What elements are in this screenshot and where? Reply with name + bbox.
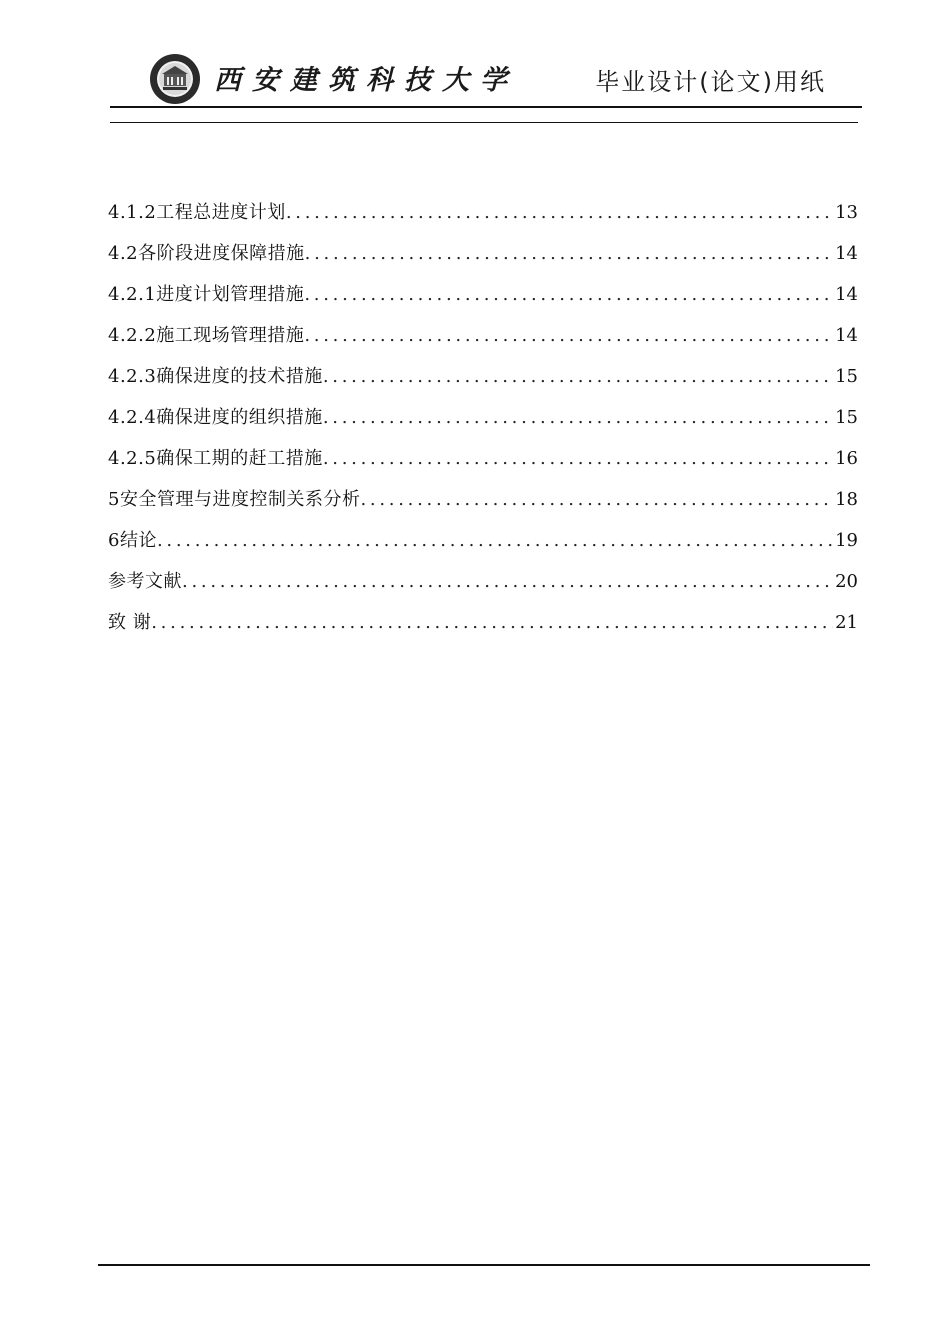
toc-entry-page: 16 <box>835 448 858 469</box>
page-header <box>110 44 862 128</box>
toc-entry-page: 20 <box>835 571 858 592</box>
toc-entry[interactable] <box>108 321 858 362</box>
toc-entry[interactable] <box>108 485 858 526</box>
toc-entry-page: 19 <box>835 530 858 551</box>
toc-entry[interactable] <box>108 608 858 649</box>
university-emblem-icon <box>148 52 202 106</box>
header-title: 毕业设计(论文)用纸 <box>595 68 826 96</box>
toc-dot-leader <box>323 407 833 428</box>
toc-entry[interactable] <box>108 567 858 608</box>
header-rule-thin <box>110 122 858 123</box>
toc-entry-label: 6结论 <box>108 530 157 551</box>
toc-entry[interactable] <box>108 198 858 239</box>
toc-dot-leader <box>304 284 833 305</box>
toc-entry-label: 5安全管理与进度控制关系分析 <box>108 489 361 510</box>
toc-entry[interactable] <box>108 280 858 321</box>
toc-dot-leader <box>323 448 833 469</box>
toc-entry-page: 15 <box>835 366 858 387</box>
toc-dot-leader <box>286 202 833 223</box>
toc-dot-leader <box>305 243 833 264</box>
toc-entry-page: 14 <box>835 325 858 346</box>
footer-rule <box>98 1264 870 1266</box>
toc-entry-label: 4.2各阶段进度保障措施 <box>108 243 305 264</box>
school-name: 西安建筑科技大学 <box>214 65 518 96</box>
toc-entry-label: 4.2.4确保进度的组织措施 <box>108 407 323 428</box>
toc-entry-label: 4.1.2工程总进度计划 <box>108 202 286 223</box>
toc-entry-page: 21 <box>835 612 858 633</box>
toc-dot-leader <box>360 489 833 510</box>
toc-entry-label: 4.2.1进度计划管理措施 <box>108 284 305 305</box>
toc-entry-label: 参考文献 <box>108 571 182 592</box>
toc-dot-leader <box>182 571 833 592</box>
toc-entry-page: 18 <box>835 489 858 510</box>
toc-dot-leader <box>323 366 833 387</box>
toc-dot-leader <box>151 612 833 633</box>
toc-entry-page: 15 <box>835 407 858 428</box>
toc-entry[interactable] <box>108 403 858 444</box>
toc-entry[interactable] <box>108 362 858 403</box>
toc-entry-page: 13 <box>835 202 858 223</box>
table-of-contents <box>108 198 858 649</box>
toc-entry[interactable] <box>108 444 858 485</box>
toc-entry-label: 4.2.3确保进度的技术措施 <box>108 366 323 387</box>
toc-dot-leader <box>304 325 833 346</box>
toc-entry-page: 14 <box>835 243 858 264</box>
toc-entry[interactable] <box>108 239 858 280</box>
toc-entry-label: 致 谢 <box>108 612 152 633</box>
toc-entry-page: 14 <box>835 284 858 305</box>
toc-entry[interactable] <box>108 526 858 567</box>
header-rule-thick <box>110 106 862 108</box>
toc-entry-label: 4.2.5确保工期的赶工措施 <box>108 448 323 469</box>
toc-dot-leader <box>157 530 833 551</box>
toc-entry-label: 4.2.2施工现场管理措施 <box>108 325 305 346</box>
